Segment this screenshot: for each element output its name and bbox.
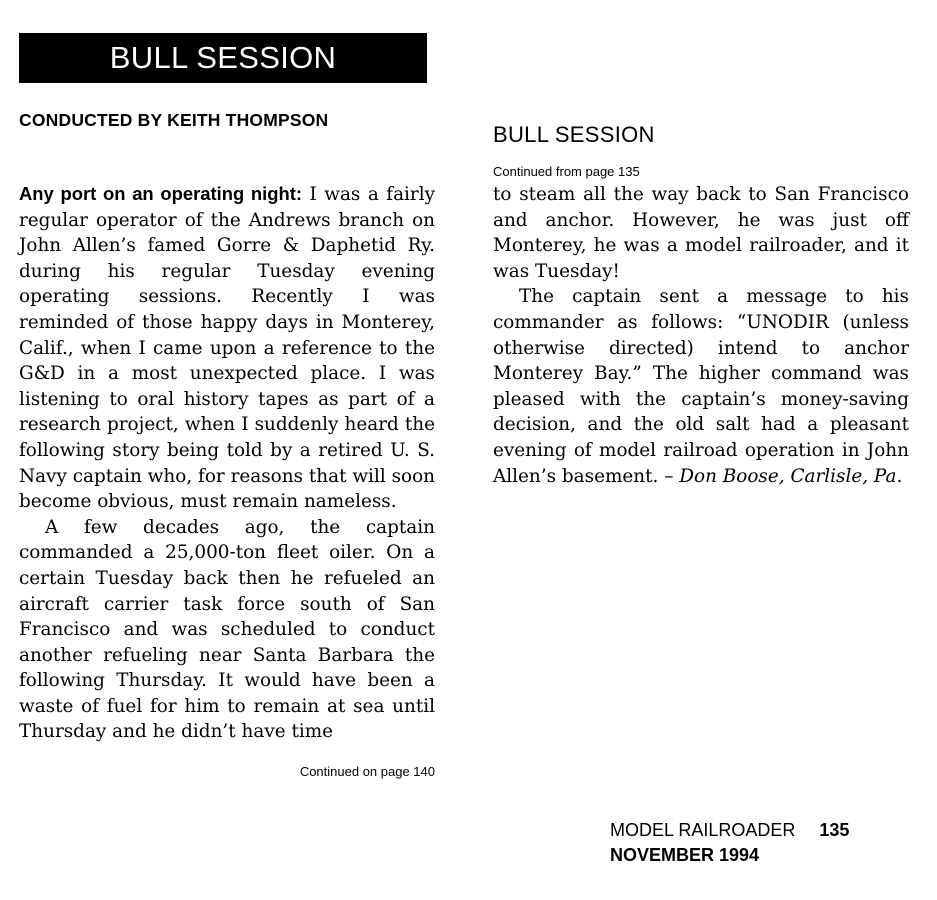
paragraph-text: The captain sent a message to his commander as follows: “UNODIR (unless otherwise directed) intend to anchor Monterey Bay.” The higher command was pleased with the captain’s money-saving decision, and the old salt had a pleasant evening of model railroad operation in John Allen’s basement. – (493, 286, 909, 487)
article-column-1 (19, 181, 435, 745)
magazine-name: MODEL RAILROADER (610, 820, 796, 840)
lead-in-heading: Any port on an operating night: (19, 183, 302, 204)
continuation-heading: BULL SESSION (493, 122, 655, 147)
footer-magazine-line (610, 820, 849, 841)
issue-date: NOVEMBER 1994 (610, 845, 760, 865)
page-number: 135 (819, 820, 850, 840)
banner-title: BULL SESSION (109, 40, 337, 75)
article-paragraph (493, 284, 909, 489)
article-paragraph (19, 181, 435, 515)
paragraph-text: I was a fairly regular operator of the Andrews branch on John Allen’s famed Gorre & Daphetid Ry. during his regular Tuesday evening operating sessions. Recently I was reminded of those happy days in Monterey, Calif., when I came upon a reference to the G&D in a most unexpected place. I was listening to oral history tapes as part of a research project, when I suddenly heard the following story being told by a retired U. S. Navy captain who, for reasons that will soon become obvious, must remain nameless. (19, 184, 435, 513)
article-paragraph: A few decades ago, the captain commanded a 25,000-ton fleet oiler. On a certain Tuesday back then he refueled an aircraft carrier task force south of San Francisco and was scheduled to conduct another refueling near Santa Barbara the following Thursday. It would have been a waste of fuel for him to remain at sea until Thursday and he didn’t have time (19, 516, 435, 743)
section-banner (19, 33, 427, 83)
article-column-2 (493, 182, 909, 489)
author-signature: Don Boose, Carlisle, Pa. (679, 465, 903, 487)
byline: CONDUCTED BY KEITH THOMPSON (19, 110, 329, 130)
continued-on-note: Continued on page 140 (299, 764, 435, 779)
continued-from-note: Continued from page 135 (493, 164, 640, 179)
article-paragraph: to steam all the way back to San Francisco and anchor. However, he was just off Monterey, he was a model railroader, and it was Tuesday! (493, 184, 909, 282)
